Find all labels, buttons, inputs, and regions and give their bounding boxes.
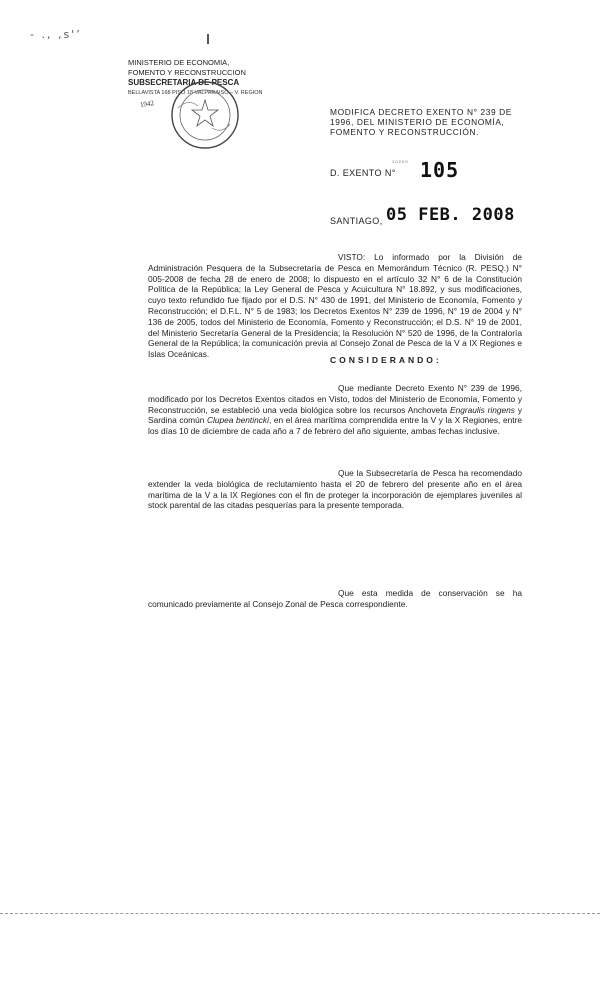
margin-marks: - ., ,s'’ bbox=[30, 28, 82, 41]
decree-title: MODIFICA DECRETO EXENTO N° 239 DE 1996, DEL MINISTERIO DE ECONOMÍA, FOMENTO Y RECONSTRUCCIÓN. bbox=[330, 107, 512, 137]
official-seal-icon bbox=[168, 78, 242, 152]
para-3-text: Que esta medida de conservación se ha comunicado previamente al Consejo Zonal de Pesca correspondiente. bbox=[148, 588, 522, 609]
para-1-text-b: y Sardina común bbox=[148, 404, 522, 426]
considerando-paragraph-2 bbox=[148, 468, 522, 511]
scan-edge-line bbox=[0, 913, 600, 915]
para-1-text-c: , en el área marítima comprendida entre la V y la X Regiones, entre los días 10 de diciembre de cada año a 7 de febrero del año siguiente, ambas fechas inclusive. bbox=[148, 415, 522, 437]
undersecretariat-line: SUBSECRETARIA DE PESCA bbox=[128, 78, 240, 87]
ministry-line: MINISTERIO DE ECONOMIA, bbox=[128, 58, 230, 67]
date-stamp: 05 FEB. 2008 bbox=[386, 205, 515, 225]
visto-lead: VISTO: bbox=[338, 252, 366, 262]
seal-handwriting: 1942 bbox=[139, 99, 155, 109]
visto-text: Lo informado por la División de Administración Pesquera de la Subsecretaría de Pesca en Memorándum Técnico (R. PESQ.) N° 005-2008 de fecha 28 de enero de 2008; lo dispuesto en el artículo 32 N° 6 de la Constitución Política de la República; la Ley General de Pesca y Acuicultura N° 18.892, y sus modificaciones, cuyo texto refundido fue fijado por el D.S. N° 430 de 1991, del Ministerio de Economía, Fomento y Reconstrucción; el D.F.L. N° 5 de 1983; los Decretos Exentos N° 239 de 1996, N° 19 de 2004 y N° 136 de 2005, todos del Ministerio de Economía, Fomento y Reconstrucción; el D.S. N° 19 de 2001, del Ministerio Secretaría General de la Presidencia; la Resolución N° 520 de 1996, de la Contraloría General de la República; la comunicación previa al Consejo Zonal de Pesca de la V a IX Regiones e Islas Oceánicas. bbox=[148, 252, 522, 360]
species-name-1: Engraulis ringens bbox=[450, 404, 515, 415]
address-line: BELLAVISTA 168 PISO 18 VALPARAISO – V. REGION bbox=[128, 90, 263, 96]
considerando-heading: CONSIDERANDO: bbox=[330, 355, 442, 365]
place-label: SANTIAGO, bbox=[330, 216, 383, 226]
ministry-line-2: FOMENTO Y RECONSTRUCCION bbox=[128, 68, 246, 77]
margin-tick bbox=[207, 34, 209, 44]
para-2-text: Que la Subsecretaría de Pesca ha recomendado extender la veda biológica de reclutamiento hasta el 20 de febrero del presente año en el área marítima de la V a la IX Regiones con el fin de proteger la incorporación de ejemplares juveniles al stock parental de las citadas pesquerías para la presente temporada. bbox=[148, 468, 522, 511]
considerando-paragraph-1 bbox=[148, 383, 522, 437]
decree-number: 105 bbox=[420, 158, 460, 182]
visto-paragraph bbox=[148, 252, 522, 360]
decree-stamp: 1 0 2 0 0 bbox=[392, 159, 408, 164]
considerando-paragraph-3 bbox=[148, 588, 522, 610]
para-1-text-a: Que mediante Decreto Exento N° 239 de 1996, modificado por los Decretos Exentos citados en Visto, todos del Ministerio de Economía, Fomento y Reconstrucción, se estableció una veda biológica sobre los recursos Anchoveta bbox=[148, 383, 522, 415]
species-name-2: Clupea bentincki bbox=[206, 415, 269, 426]
decree-label: D. EXENTO N° bbox=[330, 168, 396, 178]
